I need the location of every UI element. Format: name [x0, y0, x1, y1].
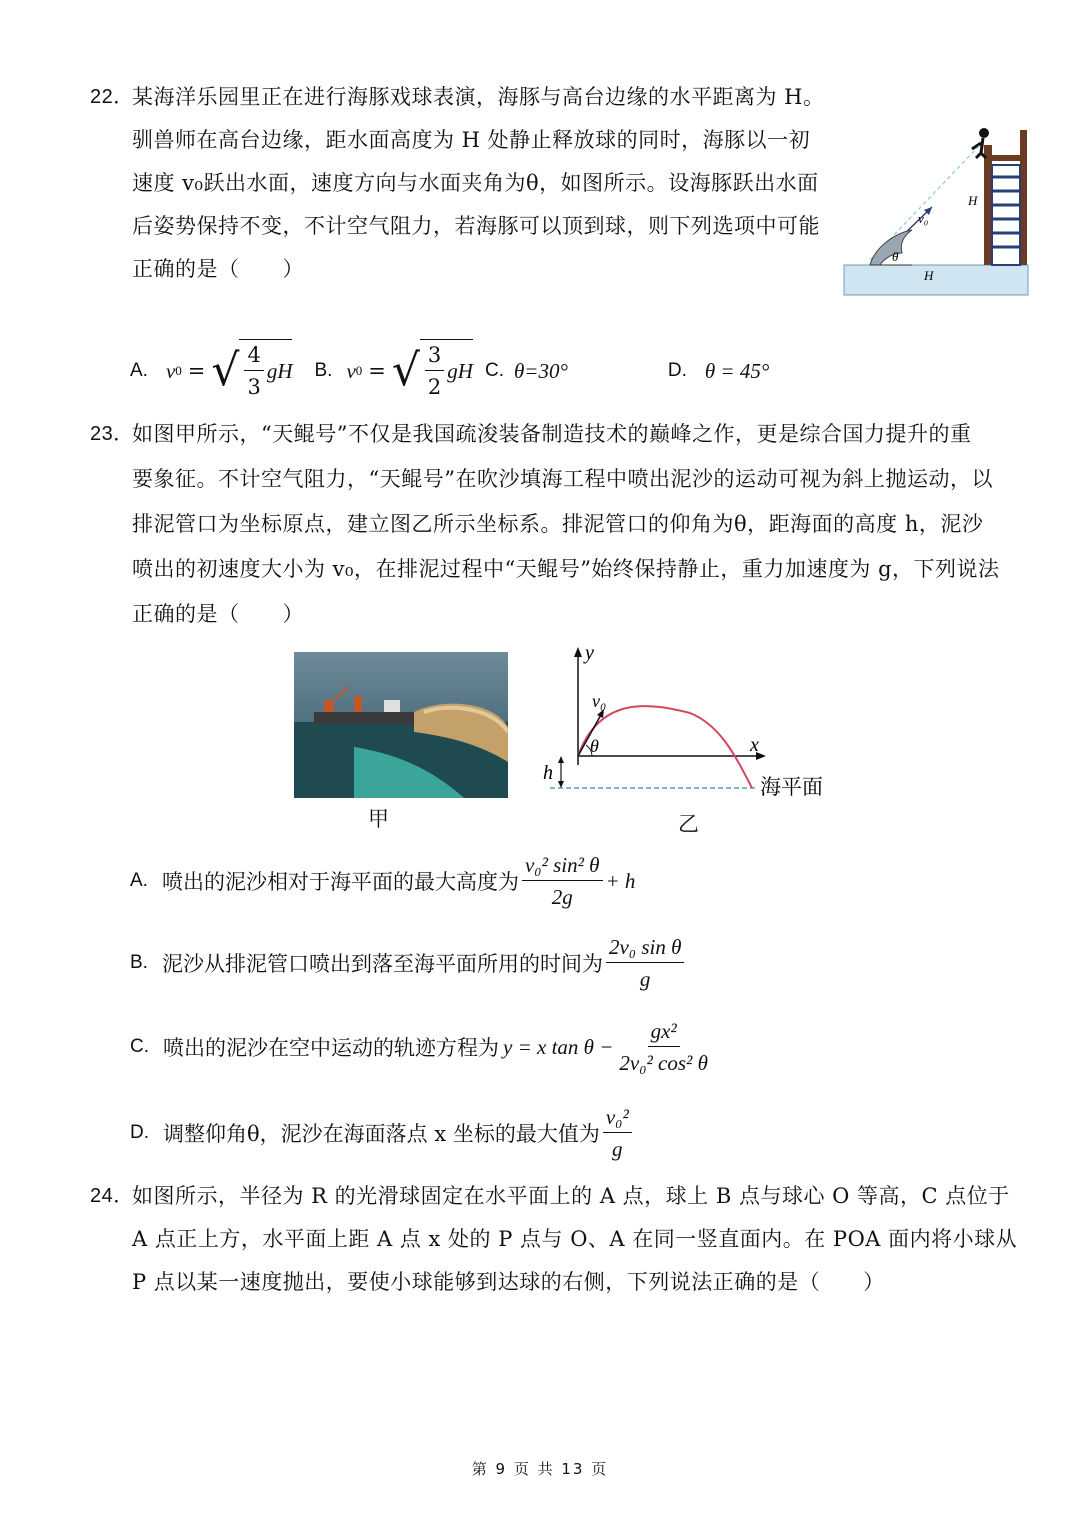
- q23-option-c-text: 喷出的泥沙在空中运动的轨迹方程为: [163, 1036, 499, 1060]
- q23-theta-label: θ: [590, 736, 599, 756]
- page-footer: 第 9 页 共 13 页: [471, 1460, 609, 1478]
- q23-caption-yi: 乙: [678, 812, 699, 836]
- q22-dolphin-figure: [840, 125, 1030, 300]
- q23-option-a-den: 2g: [551, 884, 573, 909]
- q22-option-a-sub: 0: [175, 363, 182, 378]
- q22-option-b-sqrt-sign: √: [391, 345, 420, 396]
- q22-option-d-text: θ = 45°: [704, 358, 770, 383]
- q23-sea-level-label: 海平面: [760, 775, 823, 799]
- q23-trajectory-diagram: [540, 645, 840, 835]
- q22-option-b-v: v: [346, 358, 356, 383]
- q23-caption-jia: 甲: [368, 807, 389, 831]
- q22-option-a-num: 4: [244, 340, 263, 371]
- q23-option-b-text: 泥沙从排泥管口喷出到落至海平面所用的时间为: [161, 952, 603, 976]
- q22-options: [130, 338, 930, 404]
- q22-option-b-tail: gH: [447, 359, 473, 383]
- q23-option-d: [130, 1100, 635, 1166]
- q22-line-1: 某海洋乐园里正在进行海豚戏球表演，海豚与高台边缘的水平距离为 H。: [132, 85, 825, 109]
- q23-text: [90, 412, 1020, 637]
- q22-theta-label: θ: [892, 249, 899, 264]
- q24-line-1: 如图所示，半径为 R 的光滑球固定在水平面上的 A 点，球上 B 点与球心 O 等高，C 点位于: [132, 1184, 1010, 1208]
- q23-option-d-letter: D.: [130, 1122, 149, 1143]
- q23-number: 23．: [90, 423, 134, 445]
- q24-line-3: P 点以某一速度抛出，要使小球能够到达球的右侧，下列说法正确的是（ ）: [132, 1270, 885, 1294]
- q22-v0-label: v₀: [918, 211, 929, 226]
- q23-option-d-num: v₀²: [603, 1102, 632, 1133]
- q23-axis-x-label: x: [750, 734, 759, 756]
- q23-option-c-letter: C.: [130, 1036, 149, 1057]
- q23-option-c-lhs: y = x tan θ −: [503, 1034, 614, 1059]
- q22-option-b-sub: 0: [355, 363, 363, 378]
- q22-distance-label: H: [924, 268, 934, 283]
- q23-axis-y-label: y: [585, 645, 594, 664]
- q22-option-d-letter: D.: [667, 360, 687, 381]
- q22-line-3: 速度 v₀跃出水面，速度方向与水面夹角为θ，如图所示。设海豚跃出水面: [132, 171, 819, 195]
- q23-line-2: 要象征。不计空气阻力，“天鲲号”在吹沙填海工程中喷出泥沙的运动可视为斜上抛运动，以: [132, 467, 993, 491]
- q22-option-b-eq: =: [368, 359, 386, 383]
- q23-line-3: 排泥管口为坐标原点，建立图乙所示坐标系。排泥管口的仰角为θ，距海面的高度 h，泥沙: [132, 512, 984, 536]
- q24-line-2: A 点正上方，水平面上距 A 点 x 处的 P 点与 O、A 在同一竖直面内。在 POA 面内将小球从: [132, 1227, 1018, 1251]
- q22-option-a-v: v: [165, 358, 176, 383]
- q22-line-4: 后姿势保持不变，不计空气阻力，若海豚可以顶到球，则下列选项中可能: [132, 214, 820, 238]
- q23-h-label: h: [543, 762, 553, 784]
- q22-line-5: 正确的是（ ）: [132, 257, 304, 281]
- q22-option-a-letter: A.: [130, 360, 148, 381]
- q22-option-c-letter: C.: [484, 360, 504, 381]
- q23-option-d-text: 调整仰角θ，泥沙在海面落点 x 坐标的最大值为: [163, 1122, 600, 1146]
- q23-line-4: 喷出的初速度大小为 v₀，在排泥过程中“天鲲号”始终保持静止，重力加速度为 g，下列说法: [132, 557, 1000, 581]
- q22-option-b-num: 3: [425, 340, 444, 371]
- q23-line-5: 正确的是（ ）: [132, 602, 304, 626]
- q22-height-label: H: [968, 193, 978, 208]
- q23-option-b-num: 2v₀ sin θ: [606, 932, 684, 963]
- q22-option-b-den: 2: [427, 375, 442, 399]
- q23-line-1: 如图甲所示，“天鲲号”不仅是我国疏浚装备制造技术的巅峰之作，更是综合国力提升的重: [132, 422, 972, 446]
- q22-text: [90, 76, 830, 291]
- q23-option-c-num: gx²: [648, 1016, 680, 1047]
- q23-photo-tiankun: [294, 652, 508, 798]
- q22-line-2: 驯兽师在高台边缘，距水面高度为 H 处静止释放球的同时，海豚以一初: [132, 128, 811, 152]
- q22-option-b-letter: B.: [314, 360, 333, 381]
- q23-option-b-letter: B.: [130, 952, 148, 973]
- q23-option-d-den: g: [612, 1136, 623, 1161]
- q23-option-b-den: g: [639, 966, 651, 991]
- q22-option-a-sqrt-sign: √: [211, 345, 240, 396]
- q23-option-a-text: 喷出的泥沙相对于海平面的最大高度为: [161, 870, 519, 894]
- q24-number: 24．: [90, 1185, 134, 1207]
- q22-number: 22．: [90, 86, 134, 108]
- q23-v0-label: v₀: [592, 691, 607, 711]
- q23-option-a-letter: A.: [130, 870, 148, 891]
- q22-option-a-eq: =: [187, 359, 206, 383]
- q23-option-c-den: 2v₀² cos² θ: [619, 1050, 708, 1075]
- q22-option-c-text: θ=30°: [513, 358, 568, 383]
- q22-option-a-tail: gH: [266, 359, 293, 383]
- q23-option-b: [130, 930, 687, 996]
- q24-text: [90, 1175, 1020, 1304]
- q23-option-c: [130, 1013, 714, 1081]
- q23-option-a: [130, 848, 635, 914]
- q23-option-a-num: v₀² sin² θ: [522, 850, 603, 881]
- q22-option-a-den: 3: [247, 375, 261, 399]
- q23-option-a-tail: + h: [605, 868, 636, 893]
